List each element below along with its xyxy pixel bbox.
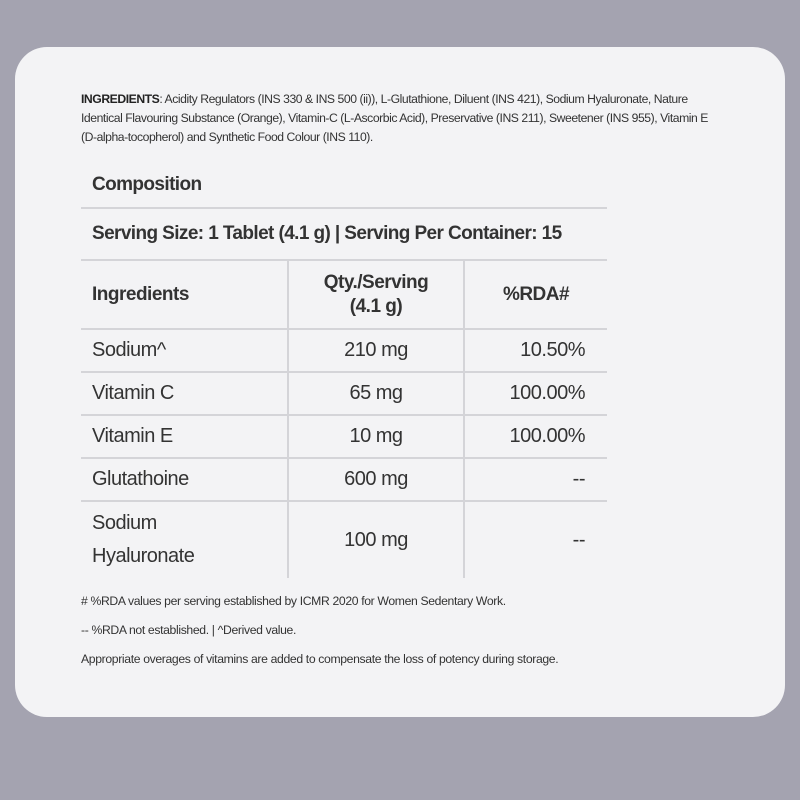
table-row [81,415,607,458]
row-name: Glutathoine [81,458,288,501]
ingredients-text: : Acidity Regulators (INS 330 & INS 500 (ii)), L-Glutathione, Diluent (INS 421), Sodium Hyaluronate, Nature Identical Flavouring Substance (Orange), Vitamin-C (L-Ascorbic Acid), Preservative (INS 211), Sweetener (INS 955), Vitamin E (D-alpha-tocopherol) and Synthetic Food Colour (INS 110). [81,92,708,144]
row-rda: -- [464,458,607,501]
composition-title: Composition [81,165,607,209]
row-name: Sodium^ [81,329,288,372]
header-qty-line1: Qty./Serving [323,271,429,293]
row-qty: 65 mg [288,372,464,415]
header-qty-line2: (4.1 g) [349,295,403,317]
table-row [81,329,607,372]
row-rda: 100.00% [464,415,607,458]
row-rda: 10.50% [464,329,607,372]
footnote-rda: # %RDA values per serving established by ICMR 2020 for Women Sedentary Work. [81,594,506,608]
composition-table [81,165,607,578]
header-qty [288,261,464,329]
table-row [81,372,607,415]
row-name-line2: Hyaluronate [92,545,195,567]
serving-info: Serving Size: 1 Tablet (4.1 g) | Serving Per Container: 15 [81,209,607,261]
row-name: Vitamin E [81,415,288,458]
ingredients-label: INGREDIENTS [81,92,160,106]
table-row [81,501,607,578]
nutrient-table [81,261,607,578]
row-qty: 10 mg [288,415,464,458]
footnote-overages: Appropriate overages of vitamins are added to compensate the loss of potency during storage. [81,652,559,666]
header-rda: %RDA# [464,261,607,329]
row-name [81,501,288,578]
row-qty: 210 mg [288,329,464,372]
row-name: Vitamin C [81,372,288,415]
ingredients-paragraph [81,90,711,147]
row-qty: 600 mg [288,458,464,501]
header-ingredients: Ingredients [81,261,288,329]
table-row [81,458,607,501]
footnotes [81,592,558,679]
row-rda: -- [464,501,607,578]
table-header-row [81,261,607,329]
footnote-derived: -- %RDA not established. | ^Derived value. [81,623,297,637]
row-qty: 100 mg [288,501,464,578]
row-rda: 100.00% [464,372,607,415]
row-name-line1: Sodium [92,512,157,534]
